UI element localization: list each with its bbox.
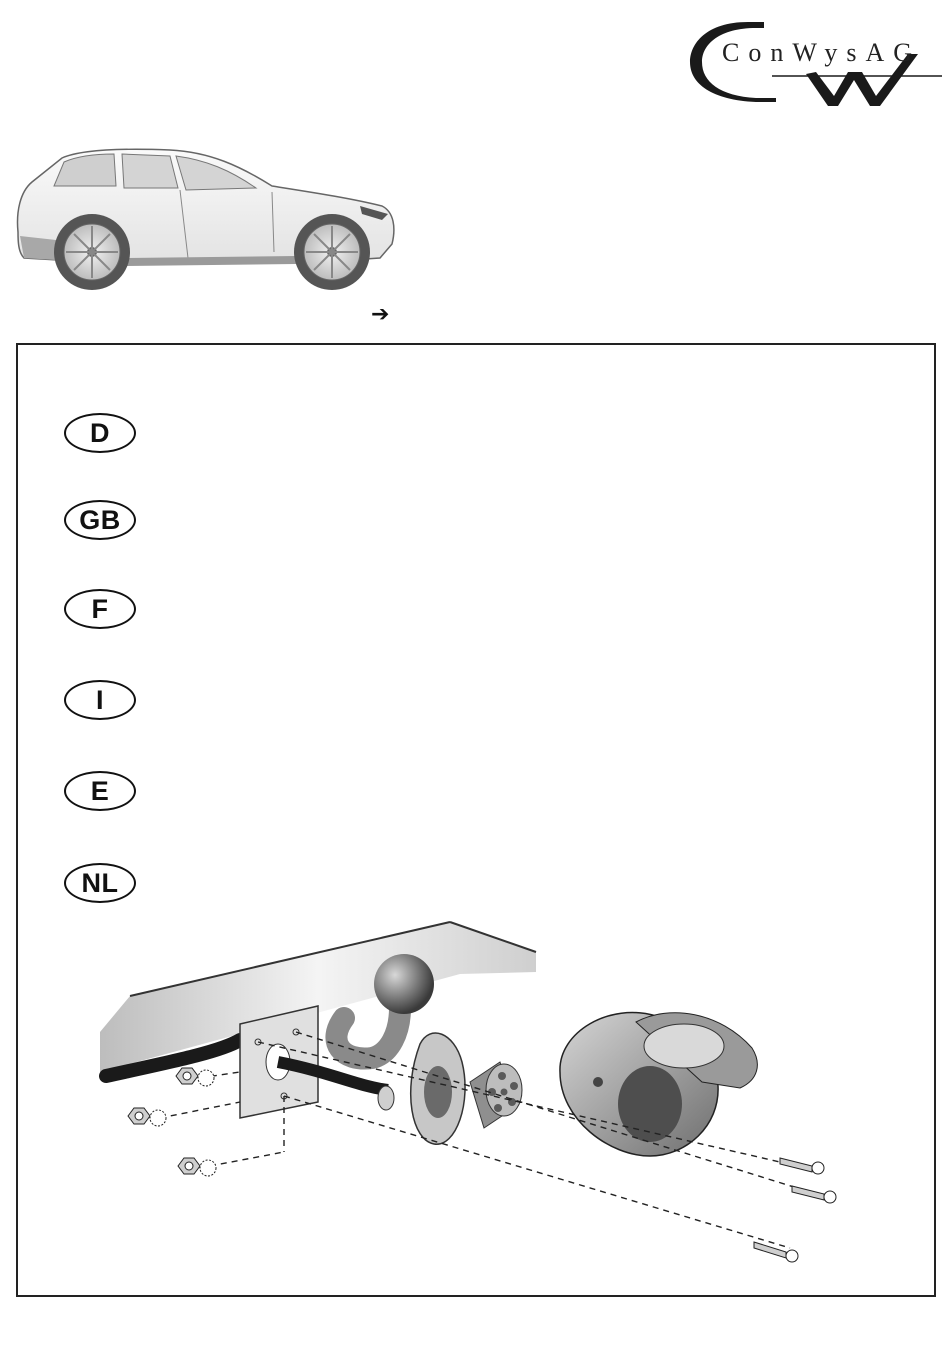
language-badge-nl: NL (64, 863, 136, 903)
nut-washer-set-2 (128, 1108, 166, 1126)
right-arrow-icon: ➔ (371, 302, 390, 327)
socket-installation-diagram (90, 912, 850, 1282)
car-side-view-illustration (10, 140, 400, 300)
language-badge-i: I (64, 680, 136, 720)
language-badge-d: D (64, 413, 136, 453)
nut-washer-set-1 (176, 1068, 214, 1086)
language-badge-gb: GB (64, 500, 136, 540)
language-badge-f: F (64, 589, 136, 629)
language-badge-e: E (64, 771, 136, 811)
nut-washer-set-3 (178, 1158, 216, 1176)
brand-name: ConWysAG (722, 38, 921, 67)
